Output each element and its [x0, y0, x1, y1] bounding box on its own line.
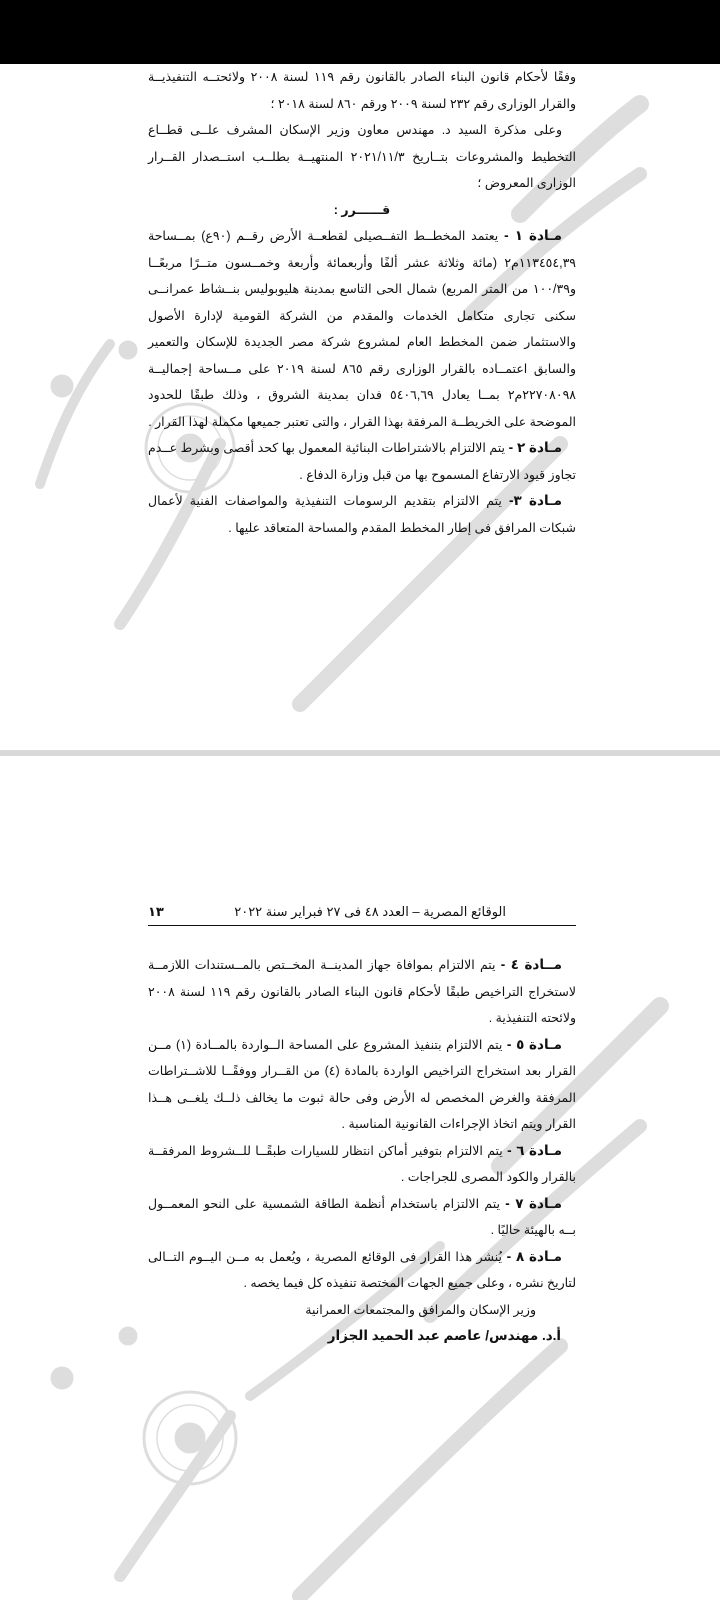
article-label: مـادة ٨ - [506, 1248, 563, 1264]
article-label: مـادة ٢ - [508, 440, 562, 455]
article-label: مـادة ٧ - [505, 1195, 562, 1211]
article-text: يعتمد المخطــط التفــصيلى لقطعــة الأرض رقــم (٩٠ع) بمــساحة ١١٣٤٥٤,٣٩م٢ (مائة وثلاثة عشر ألفًا وأربعمائة وأربعة وخمــسون متــرًا مربعًــا و١٠٠/٣٩ من المتر المربع) شمال الحى التاسع بمدينة هليوبوليس بنــشاط عمرانــى سكنى تجارى متكامل الخدمات والمقدم من الشركة القومية لإدارة الأصول والاستثمار ضمن المخطط العام لمشروع شركة مصر الجديدة للإسكان والتعمير والسابق اعتمــاده بالقرار الوزارى رقم ٨٦٥ لسنة ٢٠١٩ على مــساحة إجماليــة ٢٢٧٠٨٠٩٨م٢ بمــا يعادل ٥٤٠٦,٦٩ فدان بمدينة الشروق ، وذلك طبقًا للحدود الموضحة على الخريطــة المرفقة بهذا القرار ، والتى تعتبر جميعها مكملة لهذا القرار . [148, 229, 577, 429]
article-text: يتم الالتزام بتنفيذ المشروع على المساحة الــواردة بالمــادة (١) مــن القرار بعد استخراج التراخيص الواردة بالمادة (٤) من القــرار ووفقًــا للاشــتراطات المرفقة والغرض المخصص له الأرض وفى حالة ثبوت ما يخالف ذلــك يلغــى هــذا القرار ويتم اتخاذ الإجراءات القانونية المناسبة . [148, 1037, 576, 1131]
top-black-bar [0, 0, 720, 64]
article-5 [148, 1032, 576, 1138]
minister-title: وزير الإسكان والمرافق والمجتمعات العمرانية [305, 1302, 536, 1317]
article-label: مـادة ٦ - [507, 1142, 562, 1158]
decision-heading: قــــــرر : [333, 202, 391, 217]
article-4 [148, 952, 576, 1032]
article-1 [148, 223, 576, 435]
article-3 [148, 488, 576, 541]
article-text: يتم الالتزام بموافاة جهاز المدينــة المخــتص بالمــستندات اللازمــة لاستخراج التراخيص طبقًا لأحكام قانون البناء الصادر بالقانون رقم ١١٩ لسنة ٢٠٠٨ ولائحته التنفيذية . [148, 958, 576, 1025]
article-label: مـادة ٥ - [506, 1036, 562, 1052]
signer-name: أ.د. مهندس/ عاصم عبد الحميد الجزار [327, 1327, 561, 1343]
article-label: مـادة ١ - [504, 228, 562, 243]
article-text: يُنشر هذا القرار فى الوقائع المصرية ، ويُعمل به مــن اليــوم التــالى لتاريخ نشره ، وعلى جميع الجهات المختصة تنفيذه كل فيما يخصه . [148, 1249, 576, 1290]
document-page-2 [0, 756, 720, 1600]
preamble-paragraph: وفقًا لأحكام قانون البناء الصادر بالقانون رقم ١١٩ لسنة ٢٠٠٨ ولائحتــه التنفيذيــة والقرار الوزارى رقم ٢٣٢ لسنة ٢٠٠٩ ورقم ٨٦٠ لسنة ٢٠١٨ ؛ [148, 70, 576, 111]
article-8 [148, 1244, 576, 1297]
page-number: ١٣ [148, 904, 164, 919]
article-text: يتم الالتزام باستخدام أنظمة الطاقة الشمسية على النحو المعمــول بــه بالهيئة حاليًا . [148, 1196, 576, 1237]
article-7 [148, 1191, 576, 1244]
article-text: يتم الالتزام بالاشتراطات البنائية المعمول بها كحد أقصى وبشرط عــدم تجاوز قيود الارتفاع المسموح بها من قبل وزارة الدفاع . [148, 441, 576, 482]
article-label: مــادة ٤ - [500, 957, 562, 972]
article-label: مـادة ٣- [508, 493, 562, 508]
preamble-paragraph: وعلى مذكرة السيد د. مهندس معاون وزير الإسكان المشرف علــى قطــاع التخطيط والمشروعات بتــاريخ ٢٠٢١/١١/٣ المنتهيــة بطلــب استــصدار القــرار الوزارى المعروض ؛ [148, 123, 576, 190]
gazette-issue-title: الوقائع المصرية – العدد ٤٨ فى ٢٧ فبراير سنة ٢٠٢٢ [234, 904, 506, 919]
signature-block [148, 1297, 576, 1349]
article-text: يتم الالتزام بتقديم الرسومات التنفيذية والمواصفات الفنية لأعمال شبكات المرافق فى إطار المخطط المقدم والمساحة المتعاقد عليها . [148, 494, 576, 535]
gazette-page-header [148, 899, 576, 926]
article-text: يتم الالتزام بتوفير أماكن انتظار للسيارات طبقًــا للــشروط المرفقــة بالقرار والكود المصرى للجراجات . [148, 1143, 576, 1184]
article-2 [148, 435, 576, 488]
document-page-1 [0, 64, 720, 750]
page-2-text-column [148, 952, 576, 1349]
article-6 [148, 1138, 576, 1191]
page-1-text-column [148, 64, 576, 541]
